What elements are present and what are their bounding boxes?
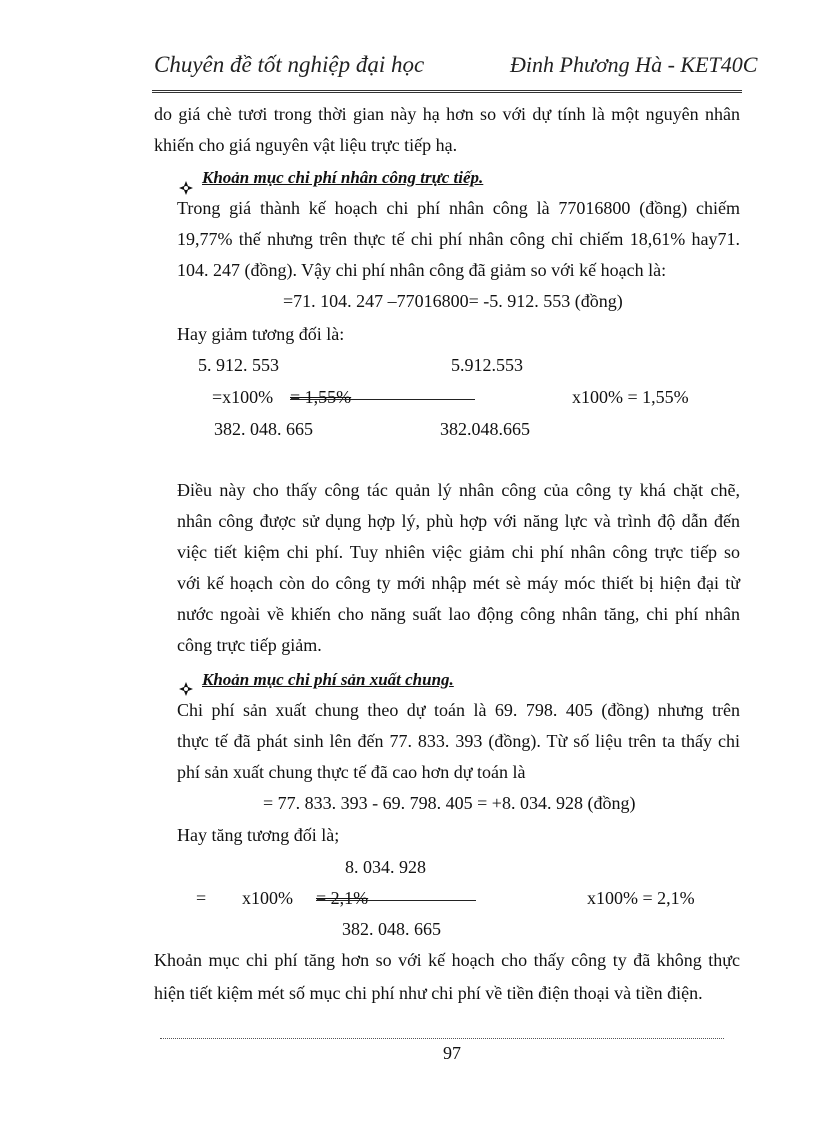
section-heading-labor: Khoản mục chi phí nhân công trực tiếp. [202, 168, 484, 187]
labor-analysis-line-2: nhân công được sử dụng hợp lý, phù hợp với năng lực và trình độ dẫn đến [177, 511, 740, 531]
general-fraction-numerator: 8. 034. 928 [345, 857, 426, 877]
general-relative-label: Hay tăng tương đối là; [177, 825, 340, 845]
intro-line-1: do giá chè tươi trong thời gian này hạ hơn so với dự tính là một nguyên nhân [154, 104, 740, 124]
page-number: 97 [443, 1043, 461, 1063]
general-fraction-bar [316, 900, 476, 901]
general-conclusion-line-1: Khoản mục chi phí tăng hơn so với kế hoạch cho thấy công ty đã không thực [154, 950, 740, 970]
general-fraction-x100: x100% [242, 888, 293, 908]
general-fraction-equals: = [196, 888, 207, 908]
general-fraction-result-right: x100% = 2,1% [587, 888, 695, 908]
header-author-right: Đinh Phương Hà - KET40C [510, 52, 758, 77]
labor-fraction-numerator-left: 5. 912. 553 [198, 355, 279, 375]
header-title-left: Chuyên đề tốt nghiệp đại học [154, 52, 425, 77]
labor-fraction-result-right: x100% = 1,55% [572, 387, 689, 407]
header-rule [152, 90, 742, 93]
section-heading-general: Khoản mục chi phí sản xuất chung. [202, 670, 454, 689]
labor-line-2: 19,77% thế nhưng trên thực tế chi phí nhân công chỉ chiếm 18,61% hay71. [177, 229, 740, 249]
labor-fraction-denominator-left: 382. 048. 665 [214, 419, 313, 439]
labor-fraction-bar [290, 399, 475, 400]
labor-fraction-numerator-right: 5.912.553 [451, 355, 523, 375]
labor-fraction-denominator-right: 382.048.665 [440, 419, 530, 439]
general-fraction-denominator: 382. 048. 665 [342, 919, 441, 939]
labor-fraction-x100: =x100% [212, 387, 274, 407]
labor-analysis-line-3: việc tiết kiệm chi phí. Tuy nhiên việc giảm chi phí nhân công trực tiếp so [177, 542, 740, 562]
labor-analysis-line-5: nước ngoài về khiến cho năng suất lao động công nhân tăng, chi phí nhân [177, 604, 740, 624]
labor-equation: =71. 104. 247 –77016800= -5. 912. 553 (đồng) [283, 291, 623, 311]
labor-fraction-struck-result: = 1,55% [290, 387, 352, 407]
general-line-2: thực tế đã phát sinh lên đến 77. 833. 393 (đồng). Từ số liệu trên ta thấy chi [177, 731, 740, 751]
intro-line-2: khiến cho giá nguyên vật liệu trực tiếp hạ. [154, 135, 458, 155]
labor-line-1: Trong giá thành kế hoạch chi phí nhân công là 77016800 (đồng) chiếm [177, 198, 740, 218]
diamond-bullet-icon [179, 682, 193, 696]
labor-analysis-line-1: Điều này cho thấy công tác quản lý nhân công của công ty khá chặt chẽ, [177, 480, 740, 500]
general-conclusion-line-2: hiện tiết kiệm mét số mục chi phí như chi phí về tiền điện thoại và tiền điện. [154, 983, 703, 1003]
labor-analysis-line-4: với kế hoạch còn do công ty mới nhập mét sè máy móc thiết bị hiện đại từ [177, 573, 740, 593]
general-fraction-struck-result: = 2,1% [316, 888, 369, 908]
general-line-3: phí sản xuất chung thực tế đã cao hơn dự toán là [177, 762, 526, 782]
general-line-1: Chi phí sản xuất chung theo dự toán là 69. 798. 405 (đồng) nhưng trên [177, 700, 740, 720]
footer-rule [160, 1038, 724, 1039]
general-equation: = 77. 833. 393 - 69. 798. 405 = +8. 034. 928 (đồng) [263, 793, 636, 813]
labor-relative-label: Hay giảm tương đối là: [177, 324, 345, 344]
labor-analysis-line-6: công trực tiếp giảm. [177, 635, 322, 655]
labor-line-3: 104. 247 (đồng). Vậy chi phí nhân công đã giảm so với kế hoạch là: [177, 260, 667, 280]
